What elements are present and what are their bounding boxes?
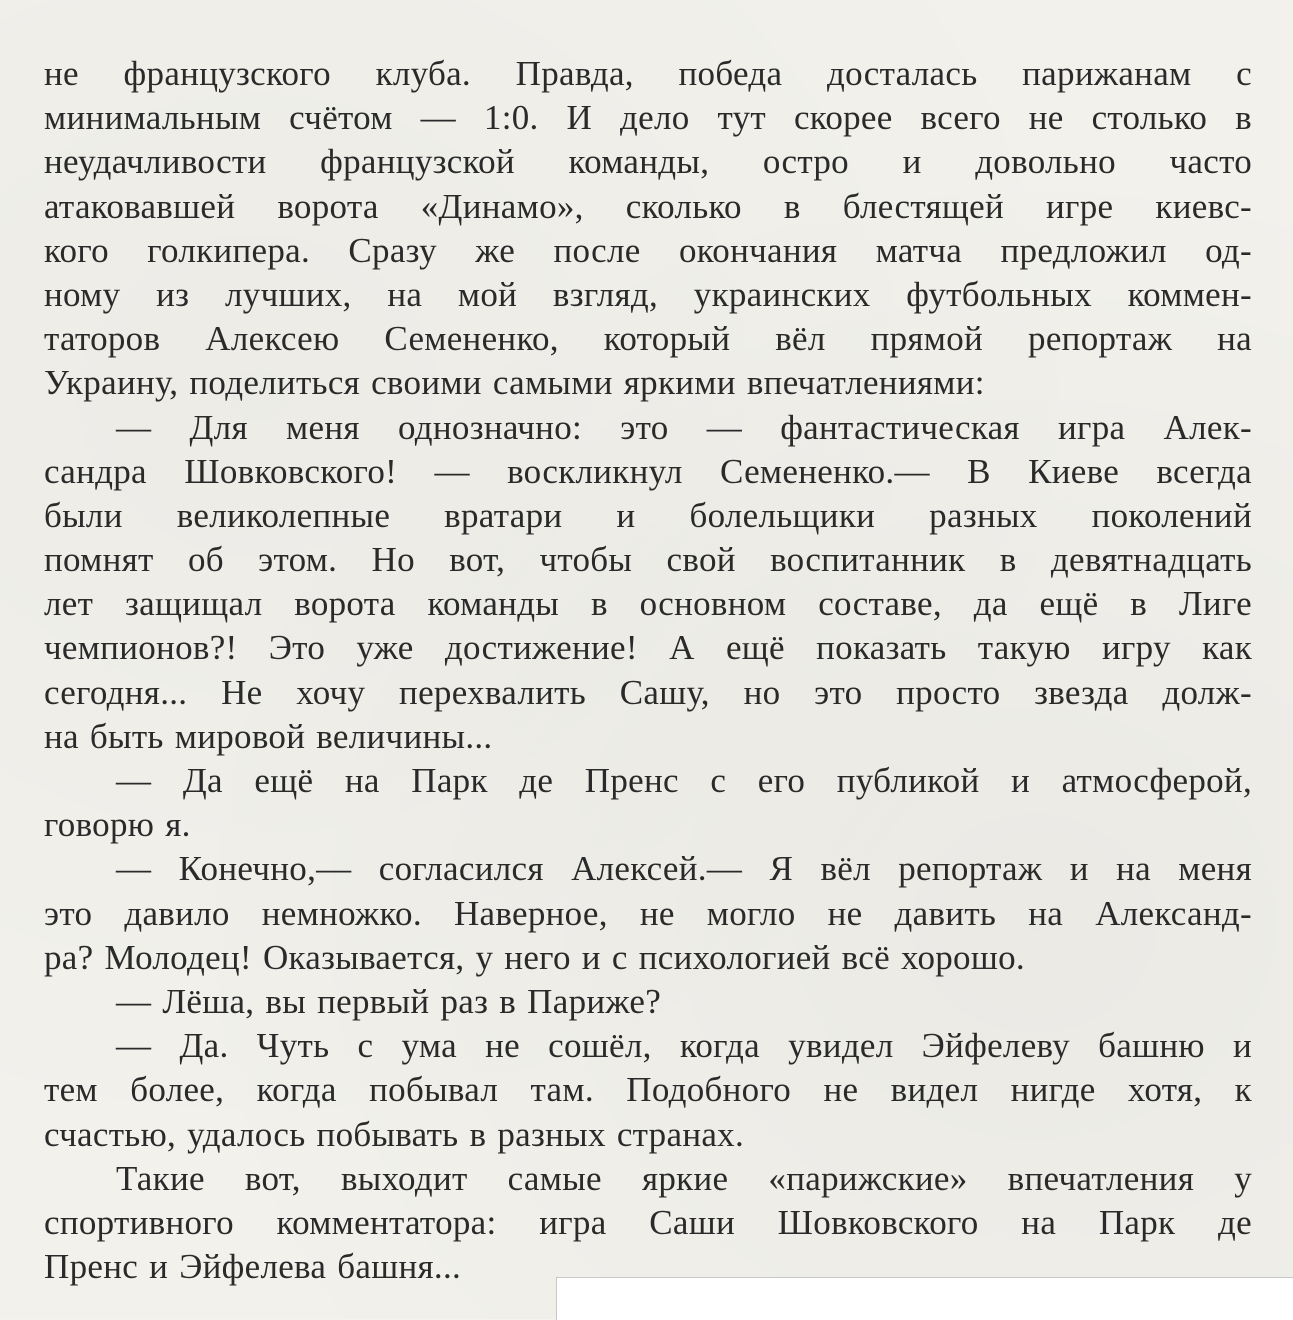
- text-line: счастью, удалось побывать в разных странах.: [44, 1114, 745, 1154]
- text-line: это давило немножко. Наверное, не могло не давить на Александ-: [44, 893, 1252, 933]
- text-line: сандра Шовковского! — воскликнул Семененко.— В Киеве всегда: [44, 451, 1252, 491]
- text-line: минимальным счётом — 1:0. И дело тут скорее всего не столько в: [44, 98, 1252, 138]
- text-line: лет защищал ворота команды в основном составе, да ещё в Лиге: [44, 584, 1252, 624]
- text-line: спортивного комментатора: игра Саши Шовковского на Парк де: [44, 1202, 1252, 1242]
- text-line: — Лёша, вы первый раз в Париже?: [116, 981, 662, 1021]
- text-line: на быть мировой величины...: [44, 716, 493, 756]
- text-line: помнят об этом. Но вот, чтобы свой воспитанник в девятнадцать: [44, 540, 1252, 580]
- text-line: — Да ещё на Парк де Пренс с его публикой и атмосферой,: [116, 761, 1252, 800]
- text-line: Пренс и Эйфелева башня...: [44, 1247, 462, 1287]
- text-line: говорю я.: [44, 805, 191, 845]
- text-line: — Конечно,— согласился Алексей.— Я вёл репортаж и на меня: [116, 849, 1252, 889]
- text-line: чемпионов?! Это уже достижение! А ещё показать такую игру как: [44, 628, 1252, 668]
- text-line: ра? Молодец! Оказывается, у него и с психологией всё хорошо.: [44, 937, 1025, 977]
- text-line: атаковавшей ворота «Динамо», сколько в блестящей игре киевс-: [44, 186, 1252, 226]
- text-line: Такие вот, выходит самые яркие «парижские» впечатления у: [116, 1158, 1252, 1198]
- text-line: были великолепные вратари и болельщики разных поколений: [44, 495, 1252, 535]
- text-line: — Да. Чуть с ума не сошёл, когда увидел Эйфелеву башню и: [116, 1026, 1252, 1066]
- text-line: неудачливости французской команды, остро и довольно часто: [44, 142, 1252, 182]
- body-text: [44, 52, 1252, 1289]
- text-line: сегодня... Не хочу перехвалить Сашу, но это просто звезда долж-: [44, 672, 1252, 712]
- text-line: кого голкипера. Сразу же после окончания матча предложил од-: [44, 230, 1252, 270]
- blank-crop-area: [556, 1277, 1293, 1320]
- text-line: таторов Алексею Семененко, который вёл прямой репортаж на: [44, 319, 1252, 359]
- text-line: тем более, когда побывал там. Подобного не видел нигде хотя, к: [44, 1070, 1252, 1110]
- text-line: — Для меня однозначно: это — фантастическая игра Алек-: [116, 407, 1252, 447]
- text-line: не французского клуба. Правда, победа досталась парижанам с: [44, 54, 1252, 93]
- text-line: Украину, поделиться своими самыми яркими впечатлениями:: [44, 363, 985, 403]
- text-line: ному из лучших, на мой взгляд, украинских футбольных коммен-: [44, 274, 1252, 314]
